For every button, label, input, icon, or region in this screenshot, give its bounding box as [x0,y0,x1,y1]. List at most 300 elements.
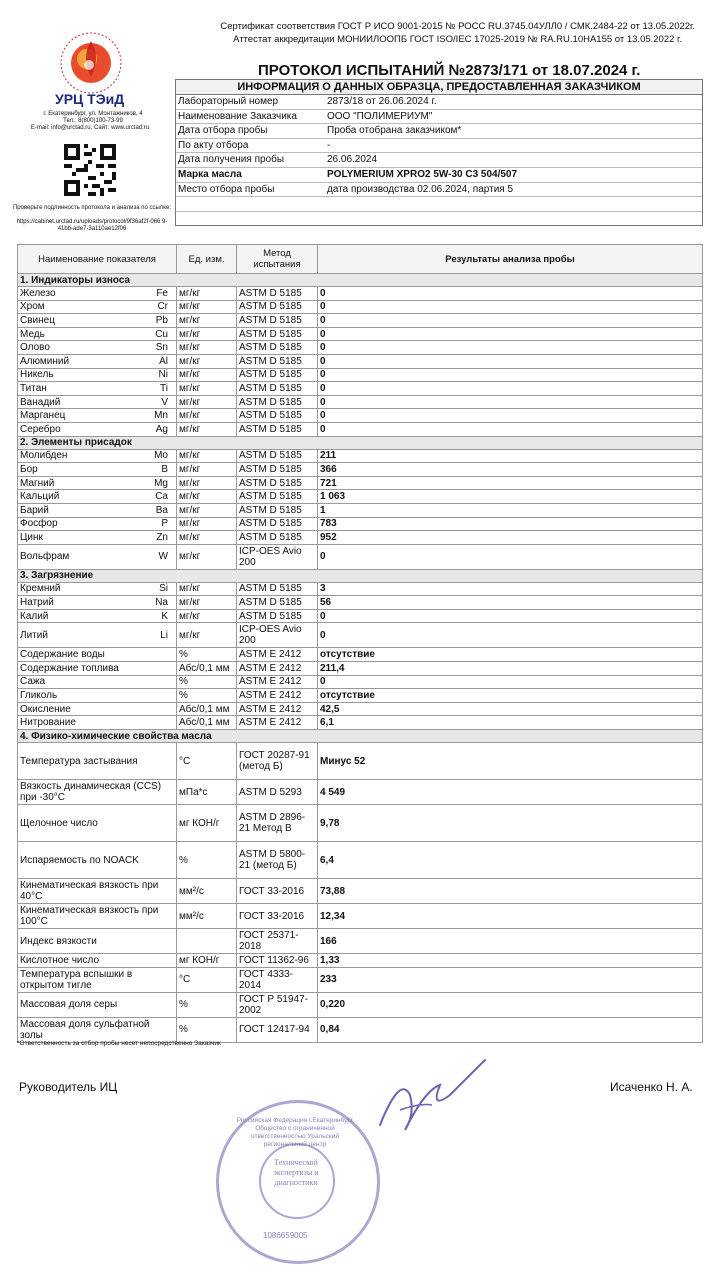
indicator-label: Кальций [20,491,60,503]
info-label: Дата получения пробы [178,154,285,166]
info-value: дата производства 02.06.2024, партия 5 [327,183,514,195]
table-row [18,879,703,904]
verify-link[interactable]: https://cabinet.urctad.ru/uploads/protocol/9f36af2f-066 9-41bb-ade7-3a110ae12f06 [16,219,168,232]
certificate-line-2: Аттестат аккредитации МОНИИЛООПБ ГОСТ ISO/IEC 17025-2019 № RA.RU.10НА155 от 13.05.2022 г. [233,34,682,45]
result-value: 56 [318,596,703,610]
table-row [18,463,703,477]
unit: мг/кг [177,327,237,341]
method: ASTM D 5185 [237,582,318,596]
method: ASTM D 5185 [237,382,318,396]
indicator-name [18,409,177,423]
indicator-label: Алюминий [20,355,70,367]
element-symbol: Ag [155,423,168,435]
sample-info-box [175,79,703,226]
unit: мг/кг [177,409,237,423]
unit [177,929,237,954]
table-row [18,368,703,382]
indicator-label: Содержание воды [20,649,105,661]
table-row [18,503,703,517]
lab-contacts: E-mail: info@urctad.ru, Сайт: www.urctad.ru [30,125,150,131]
result-value: 4 549 [318,780,703,805]
element-symbol: Cu [155,328,168,340]
unit: мг/кг [177,341,237,355]
section-header [18,569,703,582]
method: ASTM D 5185 [237,463,318,477]
unit: мг/кг [177,368,237,382]
indicator-label: Кинематическая вязкость при 40°С [20,880,159,903]
indicator-name [18,449,177,463]
result-value: 42,5 [318,702,703,716]
unit: мг/кг [177,395,237,409]
element-symbol: Si [159,583,168,595]
table-row [18,354,703,368]
result-value: 211,4 [318,662,703,676]
table-row [18,904,703,929]
indicator-label: Щелочное число [20,817,98,829]
table-row [18,1017,703,1042]
unit: мм²/с [177,879,237,904]
element-symbol: Ni [158,369,168,381]
unit: мм²/с [177,904,237,929]
section-header [18,274,703,287]
info-row [176,110,702,125]
indicator-name [18,287,177,301]
result-value: 0 [318,354,703,368]
info-row [176,212,702,226]
info-label [176,197,327,211]
table-row [18,341,703,355]
result-value: 0 [318,314,703,328]
result-value: 0 [318,287,703,301]
indicator-name [18,463,177,477]
unit: мг/кг [177,382,237,396]
info-label: Дата отбора пробы [178,125,268,137]
unit: мг КОН/г [177,954,237,968]
unit: Абс/0,1 мм [177,702,237,716]
unit: % [177,1017,237,1042]
indicator-label: Бор [20,463,38,475]
element-symbol: Al [159,355,168,367]
info-label: По акту отбора [178,139,249,151]
method: ASTM D 5185 [237,395,318,409]
indicator-name [18,327,177,341]
info-row [176,124,702,139]
info-label [176,212,327,226]
indicator-name [18,341,177,355]
result-value: 0 [318,327,703,341]
unit: °С [177,743,237,780]
indicator-name [18,623,177,648]
element-symbol: Ca [155,491,168,503]
indicator-label: Ванадий [20,396,61,408]
info-value: POLYMERIUM XPRO2 5W-30 C3 504/507 [327,168,518,180]
result-value: 0 [318,422,703,436]
indicator-label: Медь [20,328,45,340]
section-title: 3. Загрязнение [18,569,703,582]
indicator-name [18,842,177,879]
info-value [327,212,702,226]
info-row [176,168,702,183]
unit: мг/кг [177,544,237,569]
method: ГОСТ 25371-2018 [237,929,318,954]
element-symbol: Pb [155,314,168,326]
info-row [176,95,702,110]
indicator-name [18,879,177,904]
indicator-label: Нитрование [20,717,76,729]
table-row [18,490,703,504]
table-row [18,675,703,689]
stamp-ring-text: Российская Федерация г.Екатеринбург Общество с ограниченной ответственностью Уральский региональный центр [236,1117,354,1148]
stamp-center-text: Технической экспертизы и диагностики [273,1158,319,1187]
info-row [176,139,702,154]
method: ASTM D 5185 [237,287,318,301]
table-row [18,780,703,805]
table-row [18,517,703,531]
info-value: Проба отобрана заказчиком* [327,125,462,137]
method: ГОСТ Р 51947-2002 [237,992,318,1017]
indicator-name [18,954,177,968]
qr-code[interactable] [64,144,116,196]
info-row [176,197,702,212]
element-symbol: Mg [154,477,168,489]
indicator-label: Цинк [20,531,43,543]
indicator-name [18,582,177,596]
unit: мг/кг [177,596,237,610]
method: ASTM D 5185 [237,300,318,314]
company-stamp [216,1100,380,1264]
unit: мг/кг [177,449,237,463]
element-ring-icon [54,27,128,97]
result-value: 0 [318,544,703,569]
result-value: 0 [318,609,703,623]
result-value: 6,1 [318,716,703,730]
indicator-name [18,368,177,382]
result-value: 0 [318,382,703,396]
indicator-label: Кислотное число [20,954,100,966]
element-symbol: W [158,551,168,563]
result-value: 0 [318,675,703,689]
indicator-label: Серебро [20,423,61,435]
unit: мг/кг [177,490,237,504]
element-symbol: Fe [156,287,168,299]
unit: % [177,648,237,662]
indicator-label: Литий [20,629,48,641]
method: ASTM D 5185 [237,503,318,517]
result-value: 211 [318,449,703,463]
indicator-label: Титан [20,382,47,394]
result-value: 366 [318,463,703,477]
indicator-name [18,354,177,368]
indicator-label: Температура вспышки в открытом тигле [20,968,133,991]
info-label: Марка масла [178,168,242,180]
method: ASTM D 5185 [237,314,318,328]
method: ICP-OES Avio 200 [237,544,318,569]
indicator-label: Окисление [20,703,71,715]
table-row [18,623,703,648]
indicator-label: Магний [20,477,55,489]
header-unit: Ед. изм. [177,245,237,274]
method: ASTM D 5185 [237,422,318,436]
indicator-name [18,648,177,662]
result-value: 0 [318,409,703,423]
indicator-name [18,780,177,805]
table-row [18,544,703,569]
result-value: 0 [318,368,703,382]
table-row [18,476,703,490]
unit: мг/кг [177,287,237,301]
result-value: 0,84 [318,1017,703,1042]
results-table [17,244,703,1043]
method: ASTM E 2412 [237,702,318,716]
table-row [18,382,703,396]
section-title: 4. Физико-химические свойства масла [18,730,703,743]
indicator-label: Железо [20,287,56,299]
indicator-label: Массовая доля серы [20,999,118,1011]
header-result: Результаты анализа пробы [318,245,703,274]
lab-address: г. Екатеринбург, ул. Монтажников, 4 [43,111,143,117]
indicator-label: Олово [20,342,50,354]
lab-name: УРЦ ТЭиД [55,91,125,107]
unit: мг/кг [177,517,237,531]
info-value: ООО "ПОЛИМЕРИУМ" [327,110,433,122]
method: ASTM D 5185 [237,490,318,504]
table-row [18,716,703,730]
element-symbol: Ba [155,504,168,516]
unit: мг/кг [177,582,237,596]
table-row [18,954,703,968]
unit: мг/кг [177,531,237,545]
table-row [18,314,703,328]
section-title: 1. Индикаторы износа [18,274,703,287]
lab-phone: Тел.: 8(800)100-73-99 [63,118,123,124]
method: ГОСТ 4333-2014 [237,967,318,992]
table-row [18,609,703,623]
indicator-name [18,382,177,396]
unit: °С [177,967,237,992]
method: ASTM E 2412 [237,648,318,662]
unit: мг/кг [177,503,237,517]
result-value: отсутствие [318,689,703,703]
indicator-name [18,929,177,954]
footnote: *Ответственность за отбор пробы несет непосредственно Заказчик [17,1040,221,1047]
method: ASTM D 5185 [237,476,318,490]
method: ГОСТ 20287-91 (метод Б) [237,743,318,780]
indicator-label: Кремний [20,583,61,595]
method: ASTM D 5185 [237,596,318,610]
element-symbol: Li [160,629,168,641]
indicator-name [18,503,177,517]
info-value: 26.06.2024 [327,154,378,166]
protocol-title: ПРОТОКОЛ ИСПЫТАНИЙ №2873/171 от 18.07.2024 г. [258,62,641,79]
element-symbol: K [161,610,168,622]
unit: мг/кг [177,314,237,328]
table-row [18,409,703,423]
table-row [18,702,703,716]
unit: мг/кг [177,609,237,623]
indicator-name [18,395,177,409]
certificate-line-1: Сертификат соответствия ГОСТ Р ИСО 9001-2015 № РОСС RU.3745.04УЛЛ0 / СМК.2484-22 от 13.05.2022г. [220,21,695,32]
method: ASTM D 5185 [237,341,318,355]
method: ASTM D 5293 [237,780,318,805]
unit: % [177,992,237,1017]
result-value: 73,88 [318,879,703,904]
method: ASTM E 2412 [237,689,318,703]
indicator-name [18,609,177,623]
result-value: 9,78 [318,805,703,842]
method: ASTM E 2412 [237,716,318,730]
table-row [18,596,703,610]
method: ASTM D 5185 [237,531,318,545]
indicator-label: Массовая доля сульфатной золы [20,1018,150,1041]
indicator-name [18,422,177,436]
result-value: 233 [318,967,703,992]
indicator-label: Температура застывания [20,755,138,767]
result-value: Минус 52 [318,743,703,780]
table-row [18,449,703,463]
result-value: 0 [318,623,703,648]
result-value: 6,4 [318,842,703,879]
result-value: 166 [318,929,703,954]
indicator-name [18,1017,177,1042]
method: ASTM E 2412 [237,662,318,676]
result-value: 721 [318,476,703,490]
table-row [18,287,703,301]
header-method: Метод испытания [237,245,318,274]
result-value: 3 [318,582,703,596]
table-row [18,422,703,436]
indicator-name [18,743,177,780]
table-row [18,842,703,879]
indicator-label: Испаряемость по NOACK [20,854,139,866]
result-value: 12,34 [318,904,703,929]
method: ASTM D 5185 [237,368,318,382]
table-row [18,662,703,676]
method: ГОСТ 12417-94 [237,1017,318,1042]
unit: % [177,689,237,703]
result-value: 0 [318,341,703,355]
indicator-label: Вольфрам [20,551,70,563]
indicator-name [18,805,177,842]
element-symbol: Mn [154,410,168,422]
element-symbol: Ti [160,382,168,394]
indicator-label: Вязкость динамическая (CCS) при -30°С [20,781,162,804]
table-row [18,531,703,545]
indicator-label: Гликоль [20,690,58,702]
table-row [18,805,703,842]
indicator-name [18,904,177,929]
unit: мг/кг [177,300,237,314]
info-value [327,197,702,211]
unit: мг/кг [177,354,237,368]
unit: Абс/0,1 мм [177,662,237,676]
result-value: 1 [318,503,703,517]
method: ASTM D 5185 [237,409,318,423]
table-row [18,327,703,341]
indicator-label: Никель [20,369,54,381]
result-value: 1 063 [318,490,703,504]
indicator-name [18,596,177,610]
indicator-label: Натрий [20,597,54,609]
section-header [18,436,703,449]
method: ASTM D 5185 [237,609,318,623]
indicator-label: Фосфор [20,518,58,530]
indicator-label: Барий [20,504,49,516]
header-name: Наименование показателя [18,245,177,274]
info-value: 2873/18 от 26.06.2024 г. [327,96,437,107]
info-row [176,153,702,168]
unit: мг/кг [177,476,237,490]
method: ASTM D 5185 [237,354,318,368]
info-label: Наименование Заказчика [178,110,297,122]
signature-role: Руководитель ИЦ [19,1080,118,1094]
unit: мг/кг [177,623,237,648]
indicator-label: Индекс вязкости [20,935,97,947]
result-value: 783 [318,517,703,531]
indicator-name [18,531,177,545]
table-row [18,967,703,992]
result-value: 0 [318,395,703,409]
table-row [18,395,703,409]
indicator-label: Хром [20,301,45,313]
table-row [18,582,703,596]
method: ГОСТ 33-2016 [237,879,318,904]
indicator-name [18,716,177,730]
element-symbol: P [161,518,168,530]
table-row [18,929,703,954]
indicator-name [18,476,177,490]
indicator-name [18,490,177,504]
unit: мг КОН/г [177,805,237,842]
info-row [176,183,702,198]
result-value: 0,220 [318,992,703,1017]
method: ASTM E 2412 [237,675,318,689]
info-label: Лабораторный номер [178,96,279,107]
section-title: 2. Элементы присадок [18,436,703,449]
signature-name: Исаченко Н. А. [610,1080,693,1094]
unit: мПа*с [177,780,237,805]
table-row [18,648,703,662]
method: ICP-OES Avio 200 [237,623,318,648]
method: ASTM D 5185 [237,517,318,531]
unit: мг/кг [177,422,237,436]
method: ГОСТ 33-2016 [237,904,318,929]
method: ASTM D 5185 [237,449,318,463]
indicator-name [18,300,177,314]
lab-logo [54,27,128,97]
table-row [18,743,703,780]
table-row [18,300,703,314]
element-symbol: Zn [156,531,168,543]
unit: % [177,842,237,879]
indicator-label: Калий [20,610,49,622]
indicator-name [18,662,177,676]
indicator-name [18,689,177,703]
unit: мг/кг [177,463,237,477]
indicator-name [18,544,177,569]
indicator-label: Кинематическая вязкость при 100°С [20,905,159,928]
unit: % [177,675,237,689]
unit: Абс/0,1 мм [177,716,237,730]
element-symbol: V [161,396,168,408]
section-header [18,730,703,743]
indicator-name [18,702,177,716]
indicator-label: Марганец [20,410,66,422]
method: ASTM D 5800-21 (метод Б) [237,842,318,879]
element-symbol: Mo [154,450,168,462]
result-value: 952 [318,531,703,545]
indicator-name [18,675,177,689]
stamp-number: 1086659005 [263,1231,308,1240]
